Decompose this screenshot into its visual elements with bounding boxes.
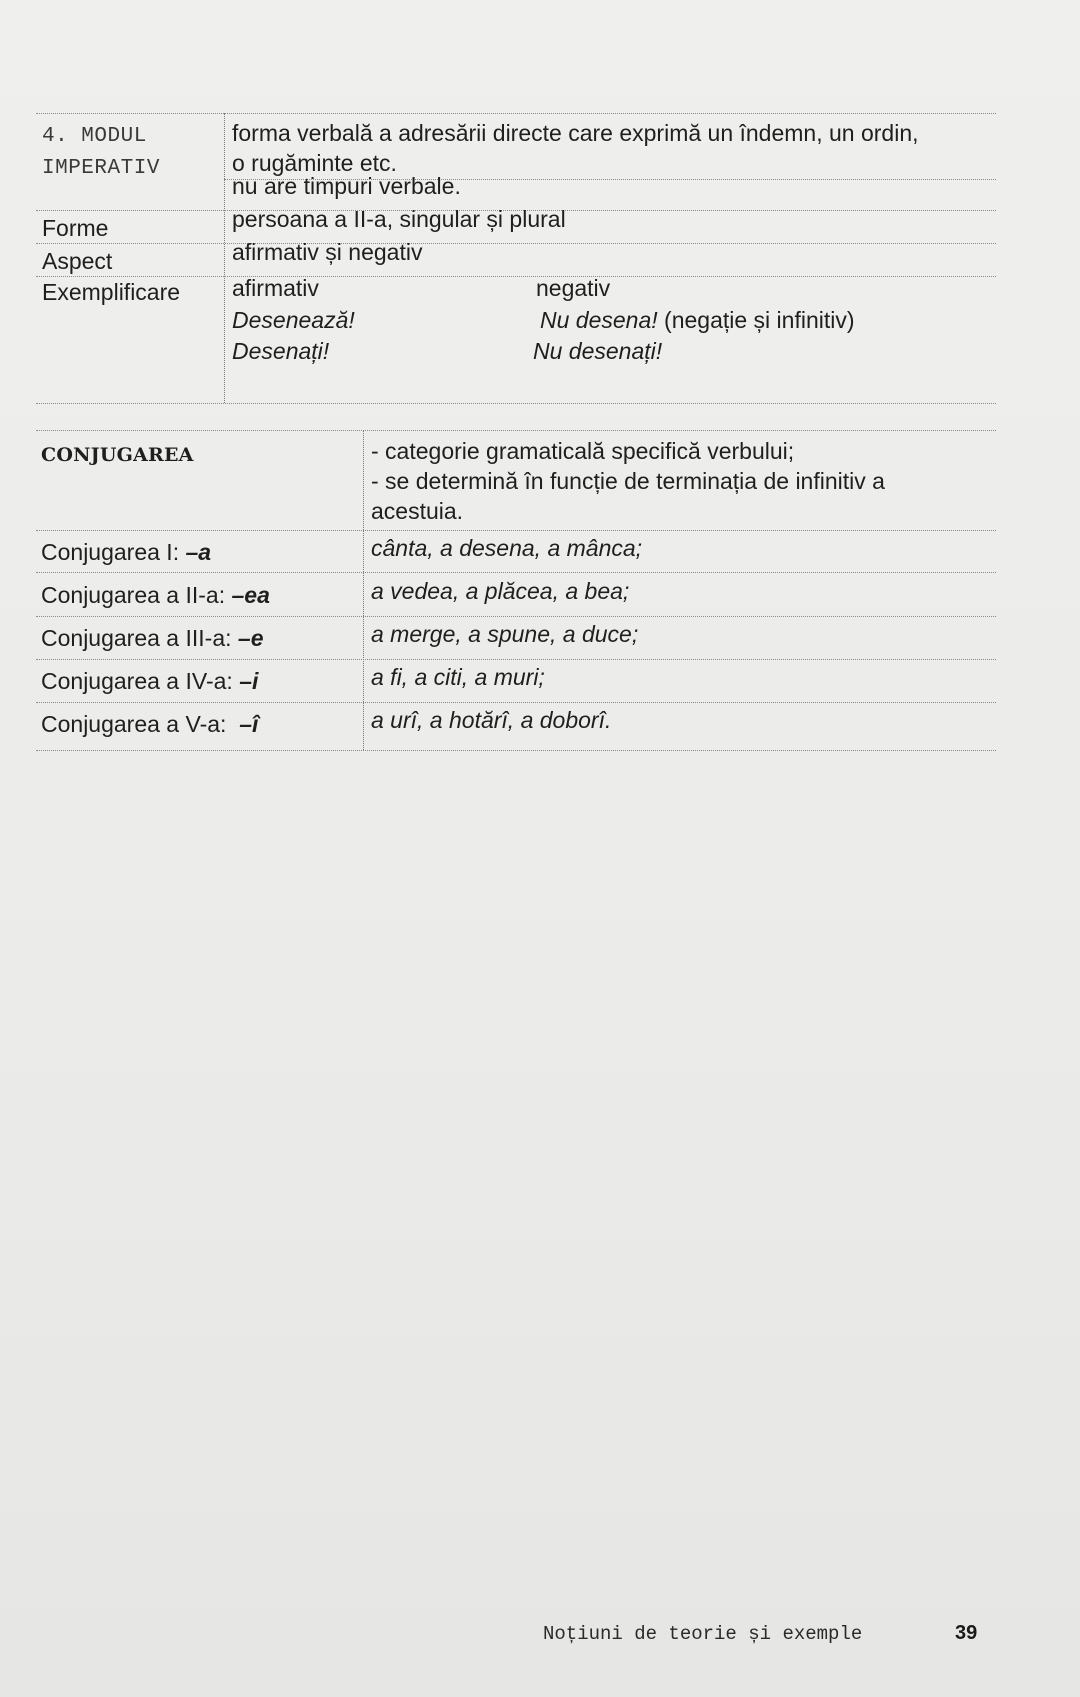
imperative-heading-line1: 4. MODUL (42, 125, 147, 148)
example-label: Exemplificare (42, 279, 181, 305)
negative-example-1-note: (negație și infinitiv) (657, 307, 855, 333)
table-row (36, 662, 996, 698)
affirmative-example-1: Desenează! (232, 307, 355, 333)
negative-header: negativ (536, 275, 611, 301)
conjugation-heading-row (36, 436, 996, 526)
conjugation-examples: a urî, a hotărî, a doborî. (371, 707, 612, 733)
imperative-heading-line2: IMPERATIV (42, 157, 160, 180)
affirmative-example-2: Desenați! (232, 338, 330, 364)
conjugation-ending: –i (239, 668, 259, 694)
negative-example-2: Nu desenați! (533, 338, 663, 364)
conjugation-examples: a vedea, a plăcea, a bea; (371, 578, 630, 604)
conjugation-examples: cânta, a desena, a mânca; (371, 535, 643, 561)
footer-text: Noțiuni de teorie și exemple (543, 1623, 863, 1645)
forme-value: persoana a II-a, singular și plural (232, 206, 566, 232)
conjugation-heading: CONJUGAREA (41, 444, 194, 466)
conjugation-ending: –ea (231, 582, 270, 608)
aspect-value: afirmativ și negativ (232, 239, 423, 265)
negative-example-1-line (540, 305, 855, 335)
aspect-row (36, 237, 996, 274)
forme-row (36, 204, 996, 241)
conjugation-ending: –î (239, 711, 259, 737)
conjugation-desc-line2: - se determină în funcție de terminația de infinitiv a (371, 468, 885, 494)
imperative-note: nu are timpuri verbale. (232, 173, 461, 199)
conjugation-label: Conjugarea a II-a: –ea (41, 582, 270, 608)
conjugation-desc-line1: - categorie gramaticală specifică verbului; (371, 438, 795, 464)
conjugation-desc-line3: acestuia. (371, 498, 464, 524)
conjugation-ending: –e (237, 625, 264, 651)
conjugation-examples: a merge, a spune, a duce; (371, 621, 639, 647)
imperative-definition-line2: o rugăminte etc. (232, 150, 397, 176)
table-row (36, 705, 996, 741)
forme-label: Forme (42, 215, 109, 241)
table-row (36, 619, 996, 655)
table-row (36, 576, 996, 612)
negative-example-1: Nu desena! (540, 307, 658, 333)
imperative-definition-line1: forma verbală a adresării directe care exprimă un îndemn, un ordin, (232, 120, 919, 146)
conjugation-examples: a fi, a citi, a muri; (371, 664, 545, 690)
table-row (36, 533, 996, 569)
aspect-label: Aspect (42, 248, 113, 274)
page-number: 39 (955, 1622, 978, 1644)
conjugation-label: Conjugarea I: –a (41, 539, 212, 565)
conjugation-label: Conjugarea a V-a: –î (41, 711, 259, 737)
imperative-note-row (36, 171, 996, 203)
example-row (36, 273, 996, 373)
conjugation-label: Conjugarea a IV-a: –i (41, 668, 259, 694)
imperative-heading-row (36, 118, 996, 178)
affirmative-header: afirmativ (232, 275, 319, 301)
conjugation-ending: –a (185, 539, 212, 565)
conjugation-label: Conjugarea a III-a: –e (41, 625, 264, 651)
